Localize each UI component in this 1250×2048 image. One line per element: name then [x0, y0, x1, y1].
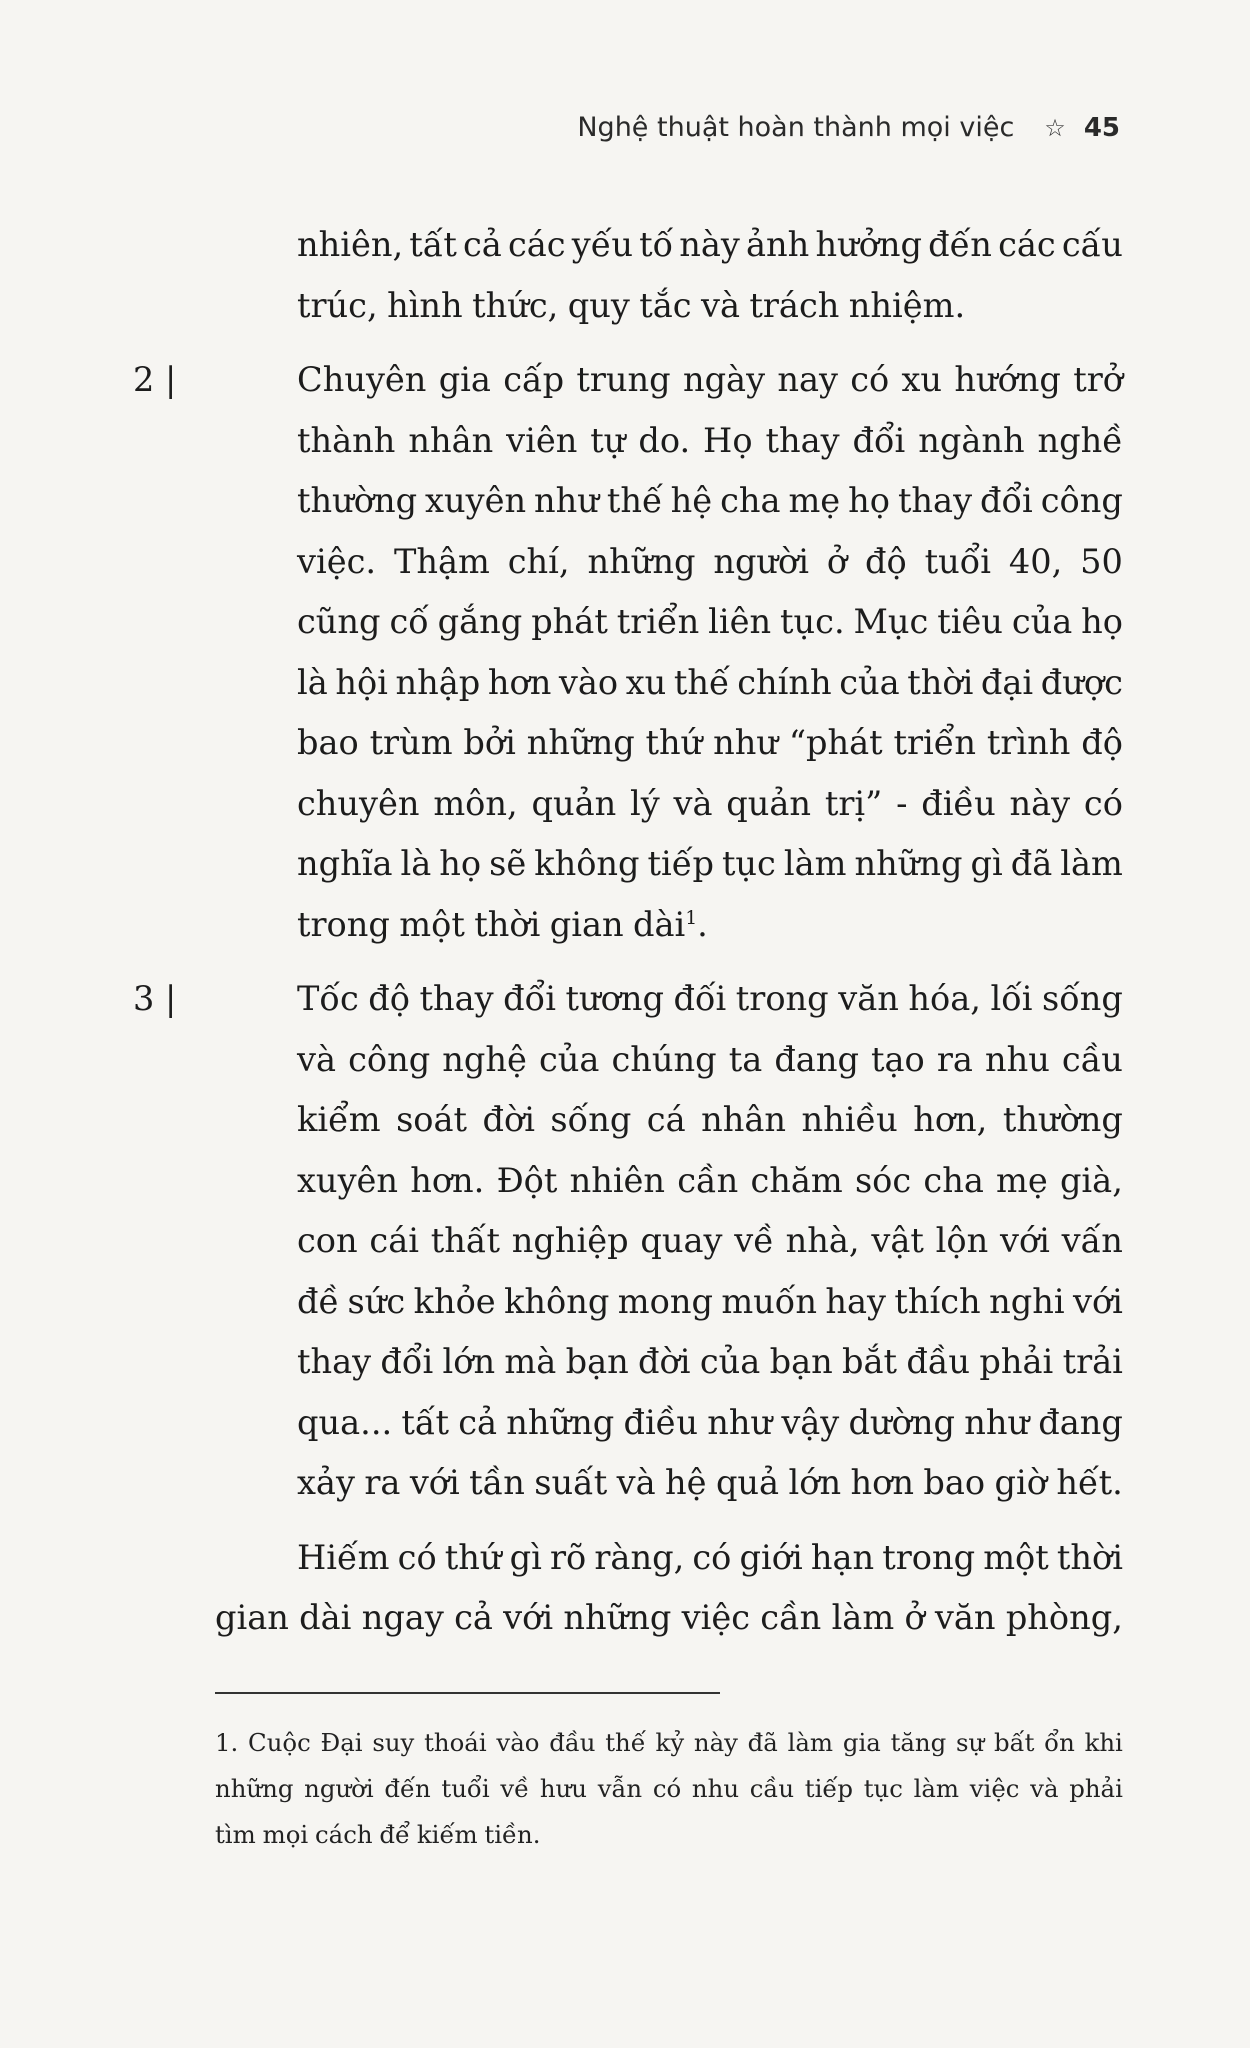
text-line: là hội nhập hơn vào xu thế chính của thời đại được — [297, 662, 1123, 702]
text-line: 3 | Tốc độ thay đổi tương đối trong văn hóa, lối sống — [215, 969, 1123, 1030]
list-item-2 — [133, 350, 1123, 955]
text-line: chuyên môn, quản lý và quản trị” - điều này có — [297, 783, 1123, 823]
running-title: Nghệ thuật hoàn thành mọi việc — [577, 112, 1015, 143]
page-number: 45 — [1083, 112, 1120, 143]
list-number: 3 | — [133, 979, 177, 1018]
text-line: thay đổi lớn mà bạn đời của bạn bắt đầu phải trải — [297, 1342, 1123, 1381]
text-line: cũng cố gắng phát triển liên tục. Mục tiêu của họ — [297, 602, 1123, 641]
footnote-line: 1. Cuộc Đại suy thoái vào đầu thế kỷ này đã làm gia tăng sự bất ổn khi — [215, 1728, 1123, 1757]
footnote — [215, 1720, 1123, 1858]
body-text — [133, 215, 1123, 1649]
star-icon: ☆ — [1044, 113, 1066, 142]
continuation-text — [215, 215, 1123, 336]
text-line: bao trùm bởi những thứ như “phát triển trình độ — [297, 723, 1123, 762]
text-line: con cái thất nghiệp quay về nhà, vật lộn với vấn — [297, 1221, 1123, 1260]
footnote-line: tìm mọi cách để kiếm tiền. — [215, 1820, 541, 1849]
footnote-divider — [215, 1692, 720, 1694]
footnote-marker: 1 — [685, 907, 698, 929]
text-line: nghĩa là họ sẽ không tiếp tục làm những gì đã làm — [297, 844, 1123, 883]
text-line: trúc, hình thức, quy tắc và trách nhiệm. — [297, 285, 966, 325]
text-line: thường xuyên như thế hệ cha mẹ họ thay đổi công — [297, 481, 1123, 520]
text-line: gian dài ngay cả với những việc cần làm ở văn phòng, — [215, 1598, 1123, 1637]
text-line: qua... tất cả những điều như vậy dường như đang — [297, 1402, 1123, 1442]
text-line: Hiếm có thứ gì rõ ràng, có giới hạn trong một thời — [297, 1537, 1123, 1577]
text-line: kiểm soát đời sống cá nhân nhiều hơn, thường — [297, 1100, 1123, 1139]
paragraph — [215, 1528, 1123, 1649]
footnote-line: những người đến tuổi về hưu vẫn có nhu cầu tiếp tục làm việc và phải — [215, 1774, 1123, 1803]
text-line: nhiên, tất cả các yếu tố này ảnh hưởng đến các cấu — [297, 225, 1123, 264]
running-header — [577, 112, 1120, 143]
text-line: đề sức khỏe không mong muốn hay thích nghi với — [297, 1281, 1123, 1321]
text-line: xảy ra với tần suất và hệ quả lớn hơn bao giờ hết. — [297, 1463, 1123, 1502]
list-item-3 — [133, 969, 1123, 1514]
text-line: 2 | Chuyên gia cấp trung ngày nay có xu hướng trở — [215, 350, 1123, 411]
text-line: và công nghệ của chúng ta đang tạo ra nhu cầu — [297, 1039, 1123, 1079]
text-line: xuyên hơn. Đột nhiên cần chăm sóc cha mẹ già, — [297, 1160, 1123, 1200]
text-line: trong một thời gian dài$^1$. — [297, 904, 708, 944]
list-number: 2 | — [133, 360, 177, 399]
text-line: thành nhân viên tự do. Họ thay đổi ngành nghề — [297, 420, 1123, 460]
text-line: việc. Thậm chí, những người ở độ tuổi 40, 50 — [297, 541, 1123, 581]
